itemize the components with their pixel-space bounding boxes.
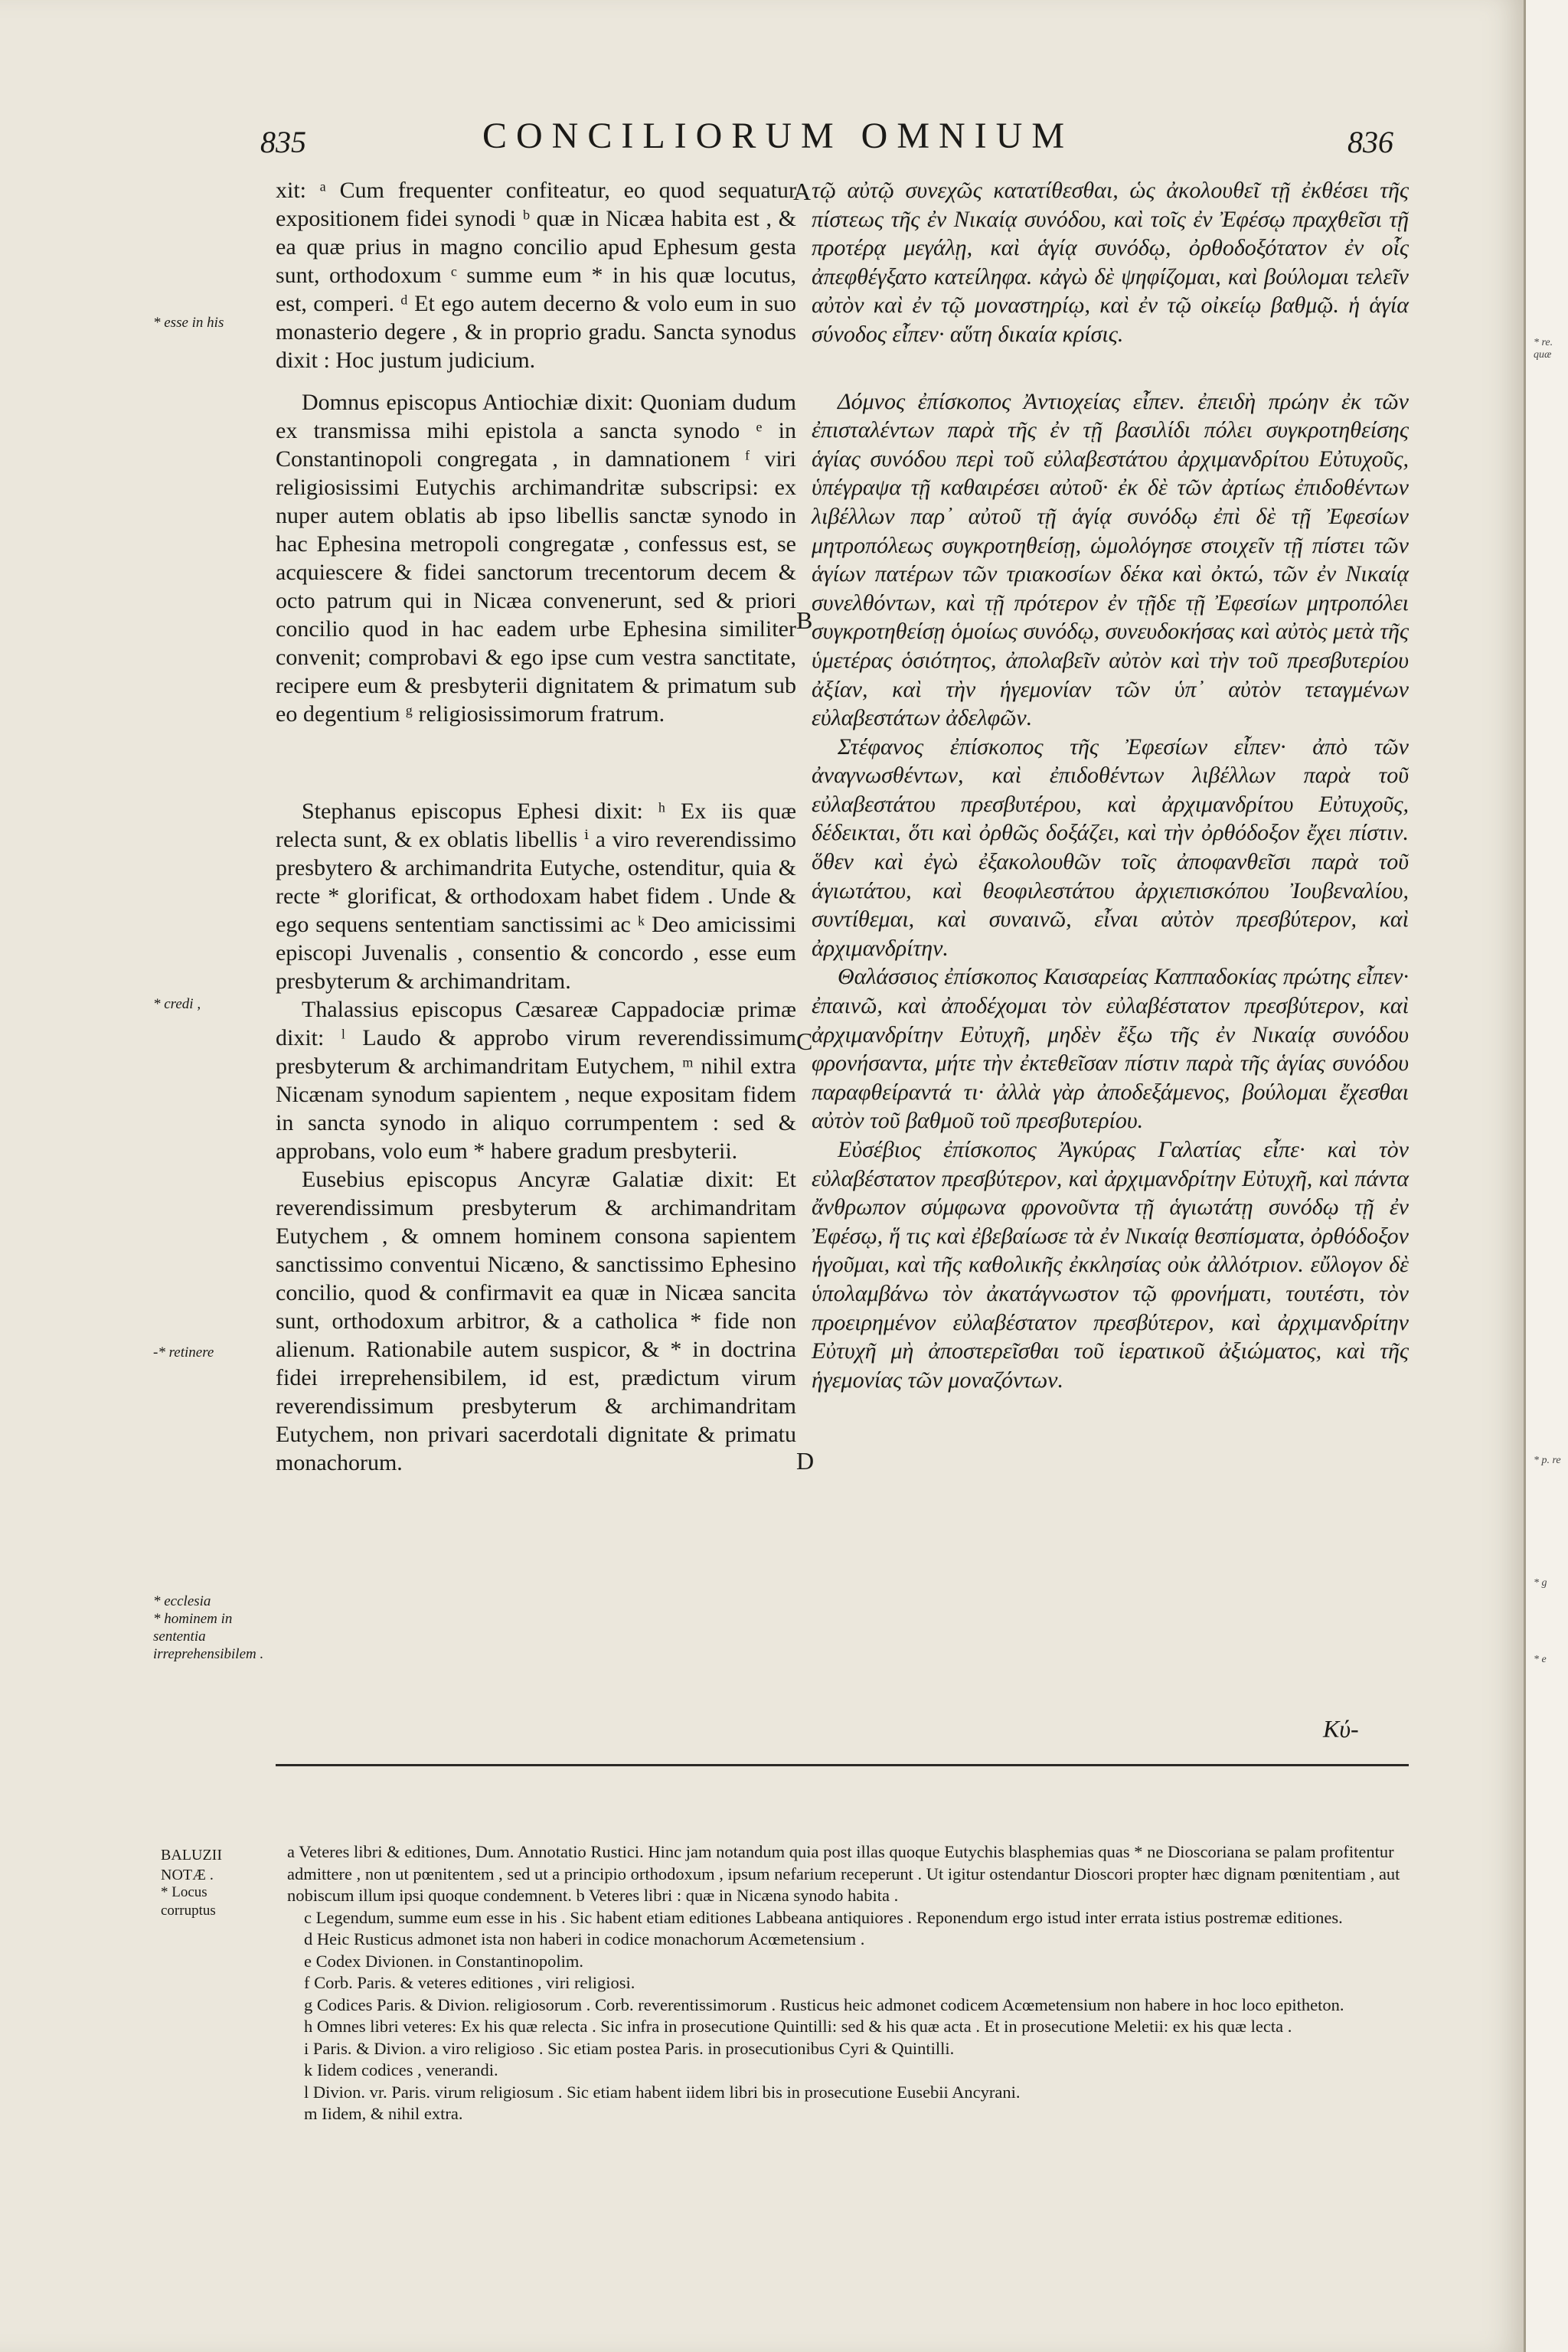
notes-label-line: BALUZII: [161, 1847, 222, 1864]
footnote: k Iidem codices , venerandi.: [304, 2060, 498, 2079]
footnote: i Paris. & Divion. a viro religioso . Sic etiam postea Paris. in prosecutionibus Cyri & Quintilli.: [304, 2038, 955, 2058]
latin-paragraph: xit: ᵃ Cum frequenter confiteatur, eo quod sequatur expositionem fidei synodi ᵇ quæ in Nicæa habita est , & ea quæ prius in magno concilio apud Ephesum gesta sunt, orthodoxum ᶜ summe eum * in his quæ locutus, est, comperi. ᵈ Et ego autem decerno & volo eum in suo monasterio degere , & in proprio gradu. Sancta synodus dixit : Hoc justum judicium.: [276, 178, 796, 373]
footnote: e Codex Divionen. in Constantinopolim.: [304, 1951, 583, 1971]
facing-page-edge: [1524, 0, 1568, 2352]
locus-note: * Locus corruptus: [161, 1884, 216, 1919]
greek-paragraph: Δόμνος ἐπίσκοπος Ἀντιοχείας εἶπεν. ἐπειδὴ πρώην ἐκ τῶν ἐπισταλέντων παρὰ τῆς ἐν τῇ βασιλίδι πόλει συγκροτηθείσης ἁγίας συνόδου περὶ τοῦ εὐλαβεστάτου ἀρχιμανδρίτου Εὐτυχοῦς, ὑπέγραψα τῇ καθαιρέσει αὐτοῦ· ἐκ δὲ τῶν ἀρτίως ἐπιδοθέντων λιβέλλων παρ᾽ αὐτοῦ τῇ ἁγίᾳ συνόδῳ ἐπὶ δὲ τῇ Ἐφεσίων μητροπόλεως συγκροτηθείσῃ, ὡμολόγησε στοιχεῖν τῇ πίστει τῶν ἁγίων πατέρων τῶν τριακοσίων δέκα καὶ ὀκτώ, τῶν ἐν Νικαίᾳ συνελθόντων, καὶ τῇ πρότερον ἐν τῇδε τῇ Ἐφεσίων μητροπόλει συγκροτηθείσῃ ὁμοίως συνόδῳ, συνευδοκήσας καὶ αὐτὸς μετὰ τῆς ὑμετέρας ὁσιότητος, ἀπολαβεῖν αὐτὸν καὶ τὴν τοῦ πρεσβυτερίου ἀξίαν, καὶ τὴν ἡγεμονίαν τῶν ὑπ᾽ αὐτὸν τεταγμένων εὐλαβεστάτων ἀδελφῶν.: [812, 388, 1409, 731]
latin-paragraph: Domnus episcopus Antiochiæ dixit: Quoniam dudum ex transmissa mihi epistola a sancta synodo ᵉ in Constantinopoli congregata , in damnationem ᶠ viri religiosissimi Eutychis archimandritæ subscripsi: ex nuper autem oblatis ab ipso libellis sanctæ synodo in hac Ephesina metropoli congregatæ , confessus est, se acquiescere & fidei sanctorum trecentorum decem & octo patrum qui in Nicæa convenerunt, sed & priori concilio quod in hac eadem urbe Ephesina similiter convenit; comprobavi & ego ipse cum vestra sanctitate, recipere eum & presbyterii dignitatem & primatum sub eo degentium ᵍ religiosissimorum fratrum.: [276, 390, 796, 727]
margin-note-3: -* retinere: [153, 1344, 214, 1361]
footnote: d Heic Rusticus admonet ista non haberi in codice monachorum Acœmetensium .: [304, 1929, 865, 1949]
margin-note-2: * credi ,: [153, 996, 201, 1012]
margin-note-4: * ecclesia * hominem in sententia irreprehensibilem .: [153, 1593, 264, 1662]
running-header: [0, 115, 1524, 168]
greek-column: [812, 176, 1409, 1394]
greek-paragraph: Εὐσέβιος ἐπίσκοπος Ἀγκύρας Γαλατίας εἶπε· καὶ τὸν εὐλαβέστατον πρεσβύτερον, καὶ ἀρχιμανδρίτην Εὐτυχῆ, καὶ πάντα ἄνθρωπον σύμφωνα φρονοῦντα τῇ ἁγιωτάτῃ συνόδῳ τῇ ἐν Ἐφέσῳ, ἥ τις καὶ ἐβεβαίωσε τὰ ἐν Νικαίᾳ θεσπίσματα, ὀρθόδοξον ἡγοῦμαι, καὶ τῆς καθολικῆς ἐκκλησίας οὐκ ἀλλότριον. εὔλογον δὲ ὑπολαμβάνω τὸν ἀκατάγνωστον τῷ φρονήματι, τουτέστι, τὸν προειρημένον εὐλαβέστατον πρεσβύτερον, καὶ ἀρχιμανδρίτην Εὐτυχῆ μὴ ἀποστερεῖσθαι τοῦ ἱερατικοῦ ἀξιώματος, καὶ τῆς ἡγεμονίας τῶν μοναζόντων.: [812, 1137, 1409, 1393]
section-letter-c: C: [796, 1027, 813, 1055]
section-letter-b: B: [796, 606, 813, 634]
footnote: h Omnes libri veteres: Ex his quæ relecta . Sic infra in prosecutione Quintilli: sed & his quæ acta . Et in prosecutione Meletii: ex his quæ lecta .: [304, 2017, 1292, 2036]
greek-paragraph: τῷ αὐτῷ συνεχῶς κατατίθεσθαι, ὡς ἀκολουθεῖ τῇ ἐκθέσει τῆς πίστεως τῆς ἐν Νικαίᾳ συνόδου, καὶ τοῖς ἐν Ἐφέσῳ πραχθεῖσι τῇ προτέρᾳ μεγάλῃ, καὶ ἁγίᾳ συνόδῳ, ὀρθοδοξότατον ἐν οἷς ἀπεφθέγξατο κατείληφα. κἀγὼ δὲ ψηφίζομαι, καὶ βούλομαι τελεῖν αὐτὸν καὶ ἐν τῷ μοναστηρίῳ, καὶ ἐν τῷ οἰκείῳ βαθμῷ. ἡ ἁγία σύνοδος εἶπεν· αὕτη δικαία κρίσις.: [812, 178, 1409, 347]
running-title: CONCILIORUM OMNIUM: [482, 116, 1074, 156]
greek-paragraph: Θαλάσσιος ἐπίσκοπος Καισαρείας Καππαδοκίας πρώτης εἶπεν· ἐπαινῶ, καὶ ἀποδέχομαι τὸν εὐλαβέστατον πρεσβύτερον, καὶ ἀρχιμανδρίτην Εὐτυχῆ, μηδὲν ἔξω τῆς ἐν Νικαίᾳ συνόδου φρονήσαντα, μήτε τὴν ἐκτεθεῖσαν πίστιν παρὰ τῆς ἁγίας συνόδου παραφθείραντά τι· ἀλλὰ γὰρ ἀποδεξάμενος, βούλομαι ἔχεσθαι αὐτὸν τοῦ βαθμοῦ τοῦ πρεσβυτερίου.: [812, 964, 1409, 1134]
footnote: f Corb. Paris. & veteres editiones , viri religiosi.: [304, 1973, 635, 1992]
page-number-right: 836: [1348, 125, 1393, 159]
footnote: a Veteres libri & editiones, Dum. Annotatio Rustici. Hinc jam notandum quia post illas quoque Eutychis blasphemias quas * ne Dioscoriana se palam profitentur admittere , non ut pœnitentem , sed ut a principio orthodoxum , ipsum nefarium receperunt . Ut igitur ostendantur Dioscori propter hæc dignam pœnitentiam , aut nobiscum illum ipsi quoque condemnent. b Veteres libri : quæ in Nicæna synodo habita .: [287, 1842, 1400, 1905]
latin-paragraph: Thalassius episcopus Cæsareæ Cappadociæ primæ dixit: ˡ Laudo & approbo virum reverendissimum presbyterum & archimandritam Eutychem, ᵐ nihil extra Nicænam synodum sapientem , neque expositam fidem in sancta synodo in aliquo corrumpentem : sed & approbans, volo eum * habere gradum presbyterii.: [276, 997, 796, 1164]
edge-note-1: * re. quæ: [1534, 337, 1553, 361]
footnote: g Codices Paris. & Divion. religiosorum . Corb. reverentissimorum . Rusticus heic admonet codicem Acœmetensium non habere in hoc loco epitheton.: [304, 1994, 1344, 2014]
section-letter-a: A: [793, 178, 812, 205]
section-letter-d: D: [796, 1447, 815, 1475]
margin-note-1: * esse in his: [153, 315, 224, 331]
edge-note-4: * e: [1534, 1654, 1547, 1665]
edge-note-3: * g: [1534, 1577, 1547, 1589]
footnote: m Iidem, & nihil extra.: [304, 2104, 463, 2123]
latin-paragraph: Stephanus episcopus Ephesi dixit: ʰ Ex iis quæ relecta sunt, & ex oblatis libellis ⁱ a viro reverendissimo presbytero & archimandrita Eutyche, ostenditur, quia & recte * glorificat, & orthodoxam habet fidem . Unde & ego sequens sententiam sanctissimi ac ᵏ Deo amicissimi episcopi Juvenalis , consentio & concordo , esse eum presbyterum & archimandritam.: [276, 799, 796, 994]
notes-label: [161, 1845, 222, 1885]
catchword: Κύ-: [1323, 1715, 1359, 1743]
edge-note-2: * p. re: [1534, 1455, 1561, 1466]
footnote-rule: [276, 1764, 1409, 1766]
latin-paragraph: Eusebius episcopus Ancyræ Galatiæ dixit: Et reverendissimum presbyterum & archimandritam Eutychem , & omnem hominem consona sapientem sanctissimo conventui Nicæno, & sanctissimo Ephesino concilio, quod & confirmavit ea quæ in Nicæa sancita sunt, orthodoxum arbitror, & a catholica * fide non alienum. Rationabile autem suspicor, & * in doctrina fidei irreprehensibilem, id est, prædictum virum reverendissimum presbyterum & archimandritam Eutychem, non privari sacerdotali dignitate & primatu monachorum.: [276, 1167, 796, 1475]
page-number-left: 835: [260, 125, 306, 159]
baluzii-notes: [287, 1841, 1413, 2125]
latin-column: [276, 176, 796, 1477]
footnote: l Divion. vr. Paris. virum religiosum . Sic etiam habent iidem libri bis in prosecutione Eusebii Ancyrani.: [304, 2082, 1021, 2102]
footnote: c Legendum, summe eum esse in his . Sic habent etiam editiones Labbeana antiquiores . Reponendum ergo istud inter errata istius postremæ editiones.: [304, 1907, 1343, 1927]
notes-label-line: NOTÆ .: [161, 1867, 214, 1883]
greek-paragraph: Στέφανος ἐπίσκοπος τῆς Ἐφεσίων εἶπεν· ἀπὸ τῶν ἀναγνωσθέντων, καὶ ἐπιδοθέντων λιβέλλων παρὰ τοῦ εὐλαβεστάτου πρεσβυτέρου, καὶ ἀρχιμανδρίτου Εὐτυχοῦς, δέδεικται, ὅτι καὶ ὀρθῶς δοξάζει, καὶ τὴν ὀρθόδοξον ἔχει πίστιν. ὅθεν καὶ ἐγὼ ἐξακολουθῶν τοῖς ἀποφανθεῖσι παρὰ τοῦ ἁγιωτάτου, καὶ θεοφιλεστάτου ἀρχιεπισκόπου Ἰουβεναλίου, συντίθεμαι, καὶ συναινῶ, εἶναι αὐτὸν πρεσβύτερον, καὶ ἀρχιμανδρίτην.: [812, 733, 1409, 961]
